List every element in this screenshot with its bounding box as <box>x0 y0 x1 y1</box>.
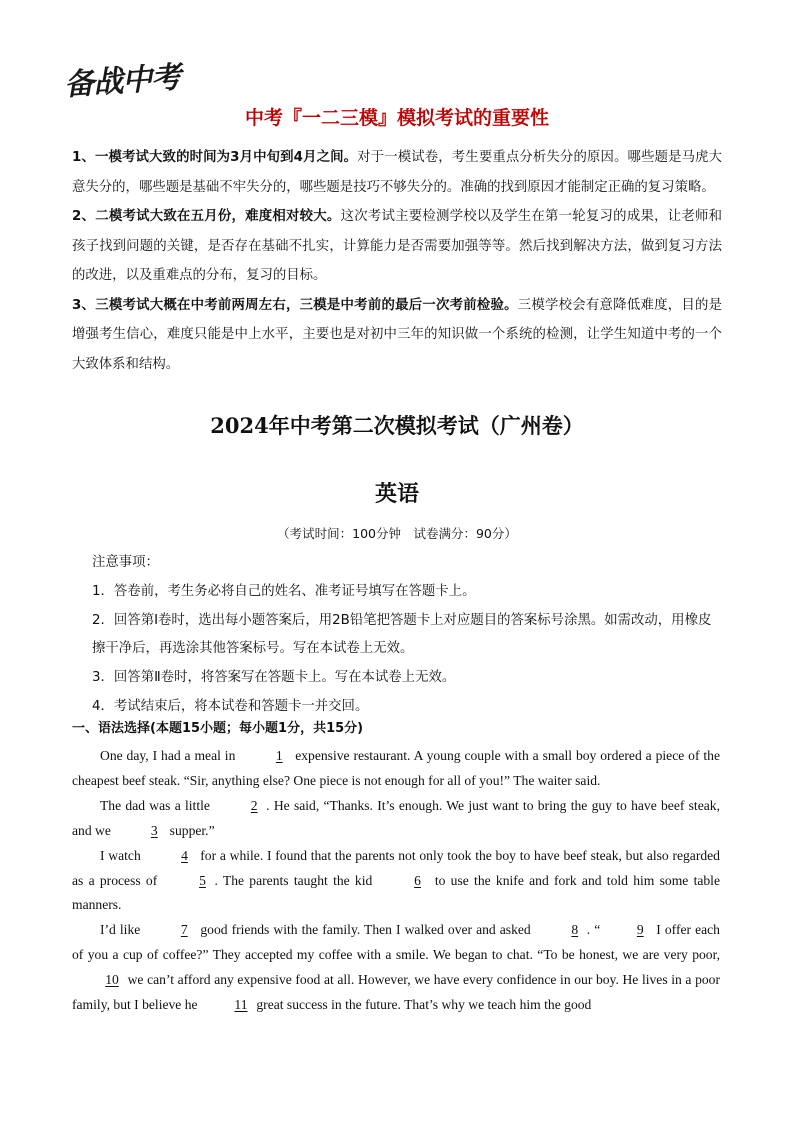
passage-text: . The parents taught the kid <box>214 872 378 888</box>
intro-3-bold: 3、三模考试大概在中考前两周左右，三模是中考前的最后一次考前检验。 <box>72 297 518 313</box>
intro-title <box>0 103 794 130</box>
note-item: 2．回答第Ⅰ卷时，选出每小题答案后，用2B铅笔把答题卡上对应题目的答案标号涂黑。如需改动，用橡皮擦干净后，再选涂其他答案标号。写在本试卷上无效。 <box>92 612 712 657</box>
blank-11: 11 <box>234 997 248 1013</box>
blank-4: 4 <box>181 847 188 863</box>
intro-1-bold: 1、一模考试大致的时间为3月中旬到4月之间。 <box>72 150 358 165</box>
passage-paragraph-4 <box>72 918 720 1018</box>
intro-3-text: 三模学校会有意降低难度，目的是增强考生信心，难度只能是中上水平，主要也是对初中三年的知识做一个系统的检测，让学生知道中考的一个大致体系和结构。 <box>72 297 722 372</box>
passage-text: I offer each of you a cup of coffee?” They accepted my coffee with a smile. We began to chat. “To be honest, we are very poor, <box>72 922 720 963</box>
blank-5: 5 <box>199 872 206 888</box>
logo <box>62 52 212 110</box>
blank-6: 6 <box>414 872 421 888</box>
blank-9: 9 <box>636 922 644 938</box>
notes-section <box>72 549 722 722</box>
logo-text: 备战中考 <box>63 59 182 103</box>
subject-title: 英语 <box>374 481 419 507</box>
note-item: 1．答卷前，考生务必将自己的姓名、准考证号填写在答题卡上。 <box>92 583 476 599</box>
passage-text: One day, I had a meal in <box>100 748 240 763</box>
intro-1-text: 对于一模试卷，考生要重点分析失分的原因。哪些题是马虎大意失分的，哪些题是基础不牢失分的，哪些题是技巧不够失分的。准确的找到原因才能制定正确的复习策略。 <box>72 150 723 195</box>
blank-7: 7 <box>180 922 188 938</box>
intro-title-text: 中考『一二三模』模拟考试的重要性 <box>244 107 549 129</box>
passage-text: expensive restaurant. A young couple with a small boy ordered a piece of the cheapest beef steak. “Sir, anything else? One piece is not enough for all of you!” The waiter said. <box>72 748 721 788</box>
passage-text: for a while. I found that the parents not only took the boy to have beef steak, but also regarded as a process of <box>72 847 720 888</box>
blank-1: 1 <box>275 748 283 763</box>
intro-2-bold: 2、二模考试大致在五月份，难度相对较大。 <box>72 209 341 224</box>
intro-section <box>72 143 722 379</box>
notes-title: 注意事项： <box>92 555 159 570</box>
note-item: 4．考试结束后，将本试卷和答题卡一并交回。 <box>92 698 369 714</box>
passage-text: to use the knife and fork and told him some table manners. <box>72 872 720 913</box>
passage-text: good friends with the family. Then I walked over and asked <box>196 922 535 938</box>
passage-text: I watch <box>100 847 145 863</box>
blank-10: 10 <box>105 972 119 988</box>
passage-text: supper.” <box>166 822 215 838</box>
passage-text: I’d like <box>100 922 145 938</box>
passage-text: . He said, “Thanks. It’s enough. We just want to bring the guy to have beef steak, and we <box>72 797 720 838</box>
reading-passage <box>72 744 720 1018</box>
passage-text: The dad was a little <box>100 797 215 813</box>
passage-paragraph-3 <box>72 844 720 919</box>
passage-text: . “ <box>586 922 601 938</box>
section-title: 一、语法选择(本题15小题；每小题1分，共15分) <box>72 721 364 736</box>
intro-paragraph-3 <box>72 291 722 380</box>
blank-2: 2 <box>250 797 258 813</box>
blank-8: 8 <box>571 922 579 938</box>
intro-paragraph-2 <box>72 202 722 291</box>
passage-paragraph-2 <box>72 794 720 844</box>
passage-text: we can’t afford any expensive food at all. However, we have every confidence in our boy. He lives in a poor family, but I believe he <box>72 972 720 1013</box>
note-item: 3．回答第Ⅱ卷时，将答案写在答题卡上。写在本试卷上无效。 <box>92 670 456 686</box>
intro-2-text: 这次考试主要检测学校以及学生在第一轮复习的成果，让老师和孩子找到问题的关键，是否存在基础不扎实，计算能力是否需要加强等等。然后找到解决方法，做到复习方法的改进，以及重难点的分布，复习的目标。 <box>72 209 722 283</box>
intro-paragraph-1 <box>72 143 722 202</box>
passage-text: great success in the future. That’s why we teach him the good <box>252 997 592 1013</box>
passage-paragraph-1 <box>72 744 720 794</box>
exam-info: （考试时间：100分钟 试卷满分：90分） <box>277 526 517 541</box>
blank-3: 3 <box>150 822 158 838</box>
exam-title: 2024年中考第二次模拟考试（广州卷） <box>210 413 584 438</box>
